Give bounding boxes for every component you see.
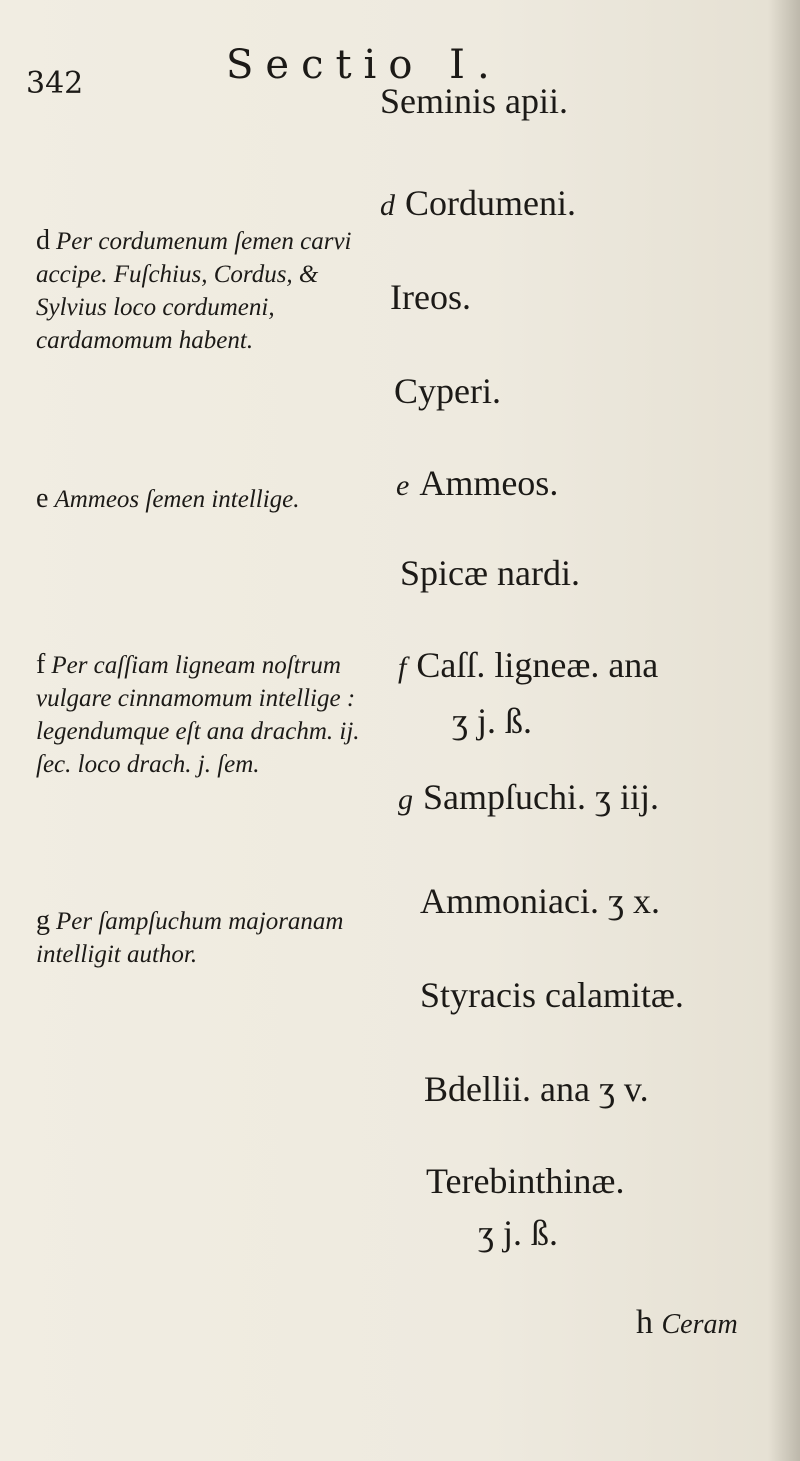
- recipe-line: Bdellii. ana ʒ v.: [424, 1069, 649, 1109]
- note-marker: e: [396, 469, 410, 502]
- note-text: Ammeos ſemen intellige.: [54, 486, 300, 513]
- page-number: 342: [26, 66, 84, 101]
- recipe-line: Seminis apii.: [380, 81, 568, 121]
- recipe-line: Cyperi.: [394, 371, 501, 411]
- catchword-letter: h: [636, 1304, 653, 1341]
- note-marker: g: [398, 783, 413, 816]
- note-text: Per cordumenum ſemen carvi accipe. Fuſchius, Cordus, & Sylvius loco cordumeni, cardamomum habent.: [36, 228, 352, 354]
- recipe-line: Ireos.: [390, 277, 471, 317]
- recipe-line: [380, 182, 576, 224]
- section-heading: Sectio I.: [226, 42, 502, 88]
- note-text: Per ſampſuchum majoranam intelligit author.: [36, 908, 344, 968]
- marginal-note-g: [36, 904, 376, 971]
- note-letter: e: [36, 483, 49, 514]
- note-letter: g: [36, 905, 50, 936]
- catchword: [636, 1304, 738, 1342]
- marginal-note-e: [36, 482, 376, 516]
- recipe-text: Cordumeni.: [405, 183, 576, 223]
- recipe-line: [396, 462, 558, 504]
- recipe-line: ʒ j. ß.: [452, 701, 532, 741]
- recipe-line: Spicæ nardi.: [400, 553, 580, 593]
- note-letter: d: [36, 225, 50, 256]
- recipe-text: Ammeos.: [419, 463, 559, 503]
- recipe-line: Styracis calamitæ.: [420, 975, 684, 1015]
- recipe-line: ʒ j. ß.: [478, 1213, 558, 1253]
- marginal-note-d: [36, 224, 376, 357]
- recipe-line: Terebinthinæ.: [426, 1161, 625, 1201]
- recipe-line: [398, 776, 659, 818]
- recipe-line: Ammoniaci. ʒ x.: [420, 881, 660, 921]
- note-marker: f: [398, 651, 407, 684]
- note-letter: f: [36, 649, 46, 680]
- note-text: Per caſſiam ligneam noſtrum vulgare cinnamomum intellige : legendumque eſt ana drachm. ij. ſec. loco drach. j. ſem.: [36, 652, 360, 778]
- recipe-text: Caſſ. ligneæ. ana: [416, 645, 659, 685]
- recipe-line: [398, 644, 658, 686]
- note-marker: d: [380, 189, 395, 222]
- marginal-note-f: [36, 648, 376, 781]
- catchword-text: Ceram: [661, 1309, 738, 1340]
- recipe-text: Sampſuchi. ʒ iij.: [423, 777, 659, 817]
